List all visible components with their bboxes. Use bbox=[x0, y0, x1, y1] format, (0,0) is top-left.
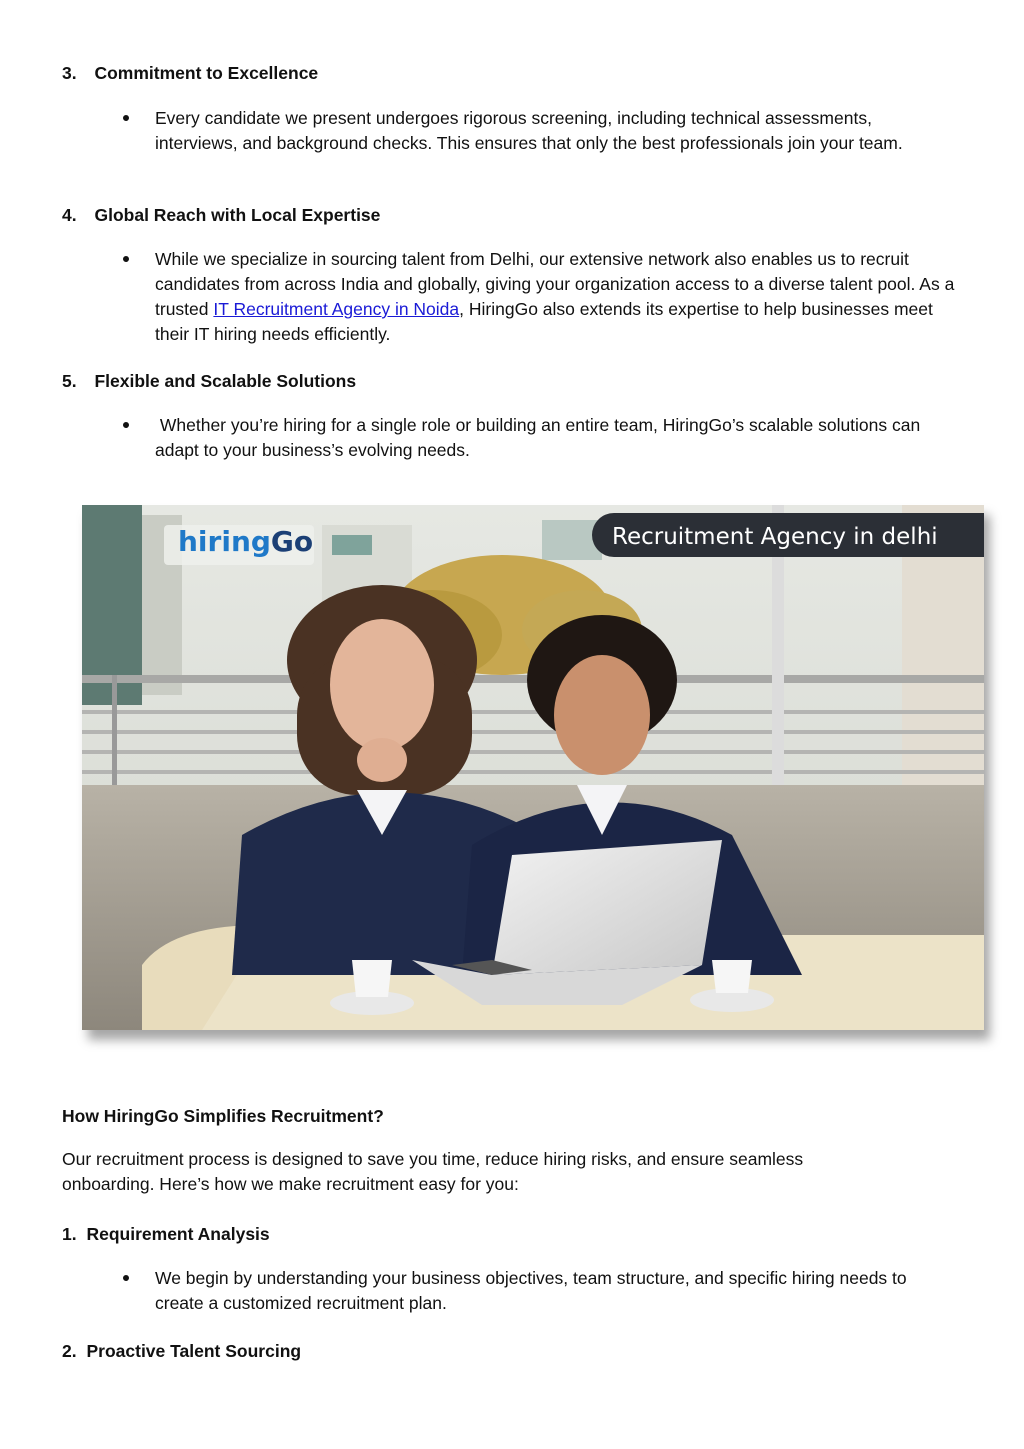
bullet-flexible bbox=[155, 413, 950, 463]
heading-global-reach bbox=[62, 203, 380, 227]
bullet-commitment: Every candidate we present undergoes rigorous screening, including technical assessments, interviews, and background checks. This ensures that only the best professionals join your team. bbox=[155, 108, 903, 153]
heading-flexible bbox=[62, 369, 356, 393]
how-heading: How HiringGo Simplifies Recruitment? bbox=[62, 1106, 384, 1126]
heading-title: Requirement Analysis bbox=[86, 1224, 270, 1244]
heading-title: Global Reach with Local Expertise bbox=[94, 205, 381, 225]
recruitment-photo bbox=[82, 505, 984, 1030]
bullet-text-end: , HiringGo also extends its expertise to help businesses meet their IT hiring needs efficiently. bbox=[155, 299, 933, 344]
heading-requirement bbox=[62, 1222, 270, 1246]
it-recruitment-noida-link[interactable]: IT Recruitment Agency in Noida bbox=[213, 299, 460, 319]
how-intro: Our recruitment process is designed to save you time, reduce hiring risks, and ensure seamless onboarding. Here’s how we make recruitment easy for you: bbox=[62, 1149, 804, 1194]
bullet-text-start: While we specialize in sourcing talent from Delhi, our extensive network also enables us to recruit candidates from across India and globally, giving your organization access to a diverse talent pool. As a trusted bbox=[155, 249, 955, 319]
heading-title: Flexible and Scalable Solutions bbox=[94, 371, 357, 391]
heading-sourcing bbox=[62, 1339, 301, 1363]
bullet-flexible-text: Whether you’re hiring for a single role or building an entire team, HiringGo’s scalable solutions can adapt to your business’s evolving needs. bbox=[155, 415, 921, 460]
banner-text: Recruitment Agency in delhi bbox=[612, 524, 938, 550]
bullet-global-reach bbox=[155, 247, 955, 347]
hiringgo-logo-text: hiringGo bbox=[178, 525, 314, 558]
bullet-dot bbox=[123, 115, 129, 121]
bullet-dot bbox=[123, 256, 129, 262]
heading-number: 4. bbox=[62, 205, 77, 225]
heading-number: 3. bbox=[62, 63, 77, 83]
heading-number: 2. bbox=[62, 1341, 77, 1361]
bullet-dot bbox=[123, 1275, 129, 1281]
bullet-dot bbox=[123, 422, 129, 428]
bullet-requirement: We begin by understanding your business objectives, team structure, and specific hiring needs to create a customized recruitment plan. bbox=[155, 1268, 907, 1313]
heading-number: 5. bbox=[62, 371, 77, 391]
heading-commitment bbox=[62, 61, 318, 85]
heading-title: Commitment to Excellence bbox=[94, 63, 319, 83]
heading-title: Proactive Talent Sourcing bbox=[86, 1341, 302, 1361]
heading-number: 1. bbox=[62, 1224, 77, 1244]
photo-illustration bbox=[82, 505, 984, 1030]
